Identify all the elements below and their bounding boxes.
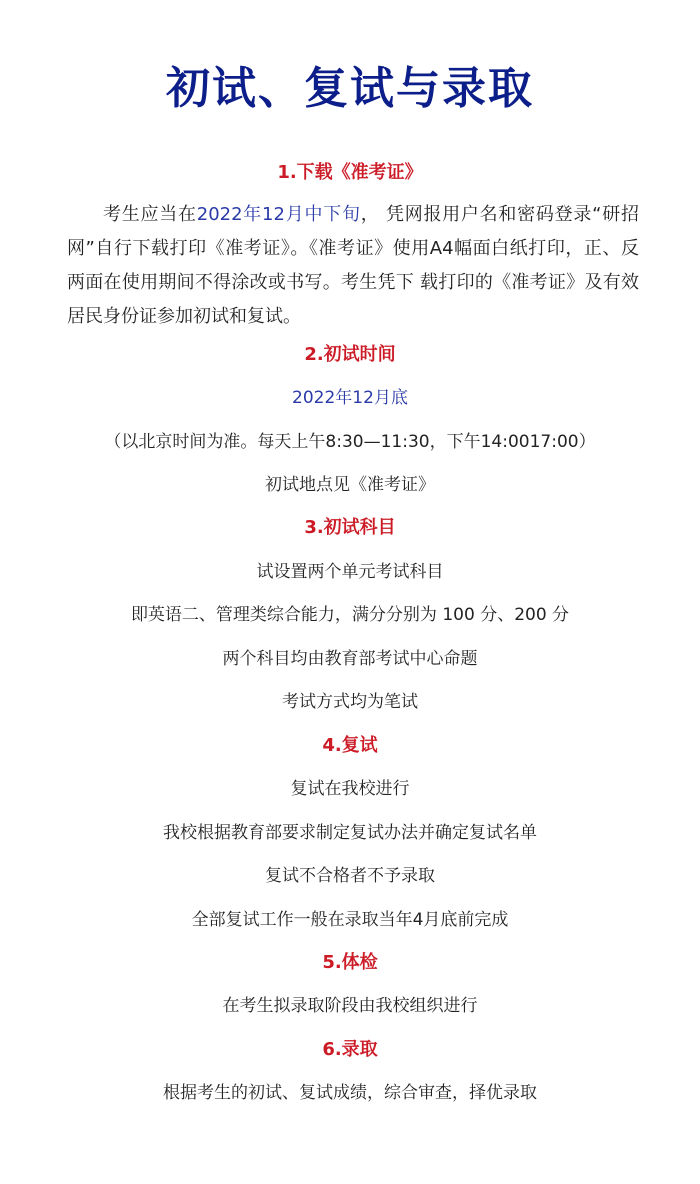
retest-line: 我校根据教育部要求制定复试办法并确定复试名单 bbox=[163, 823, 537, 843]
retest-line: 复试不合格者不予录取 bbox=[265, 866, 435, 886]
paragraph-text-start: 考生应当在 bbox=[103, 204, 197, 225]
section-heading-exam-time: 2.初试时间 bbox=[304, 344, 396, 365]
exam-schedule-note: （以北京时间为准。每天上午8:30—11:30，下午14:0017:00） bbox=[104, 432, 596, 452]
subjects-line: 试设置两个单元考试科目 bbox=[256, 562, 444, 582]
page-title: 初试、复试与录取 bbox=[166, 63, 534, 114]
subjects-line: 即英语二、管理类综合能力，满分分别为 100 分、200 分 bbox=[130, 605, 570, 625]
retest-line: 全部复试工作一般在录取当年4月底前完成 bbox=[191, 910, 509, 930]
paragraph-date-highlight: 2022年12月中下旬 bbox=[196, 204, 361, 225]
section-heading-retest: 4.复试 bbox=[322, 735, 378, 756]
admission-line: 根据考生的初试、复试成绩，综合审查，择优录取 bbox=[163, 1083, 537, 1103]
subjects-line: 考试方式均为笔试 bbox=[282, 692, 418, 712]
section-paragraph-download bbox=[67, 198, 639, 334]
subjects-line: 两个科目均由教育部考试中心命题 bbox=[222, 649, 478, 669]
section-heading-admission: 6.录取 bbox=[322, 1039, 378, 1060]
section-heading-download: 1.下载《准考证》 bbox=[277, 162, 423, 183]
section-heading-medical-exam: 5.体检 bbox=[322, 952, 378, 973]
exam-location-note: 初试地点见《准考证》 bbox=[265, 475, 435, 495]
section-heading-exam-subjects: 3.初试科目 bbox=[304, 517, 396, 538]
exam-date: 2022年12月底 bbox=[292, 388, 408, 408]
paragraph-text-rest: ， 凭网报用户名和密码登录“研招网”自行下载打印《准考证》。《准考证》使用A4幅面白纸打印，正、反两面在使用期间不得涂改或书写。考生凭下 载打印的《准考证》及有效居民身份证参加初试和复试。 bbox=[67, 204, 640, 327]
retest-line: 复试在我校进行 bbox=[290, 779, 410, 799]
medical-exam-line: 在考生拟录取阶段由我校组织进行 bbox=[222, 996, 478, 1016]
